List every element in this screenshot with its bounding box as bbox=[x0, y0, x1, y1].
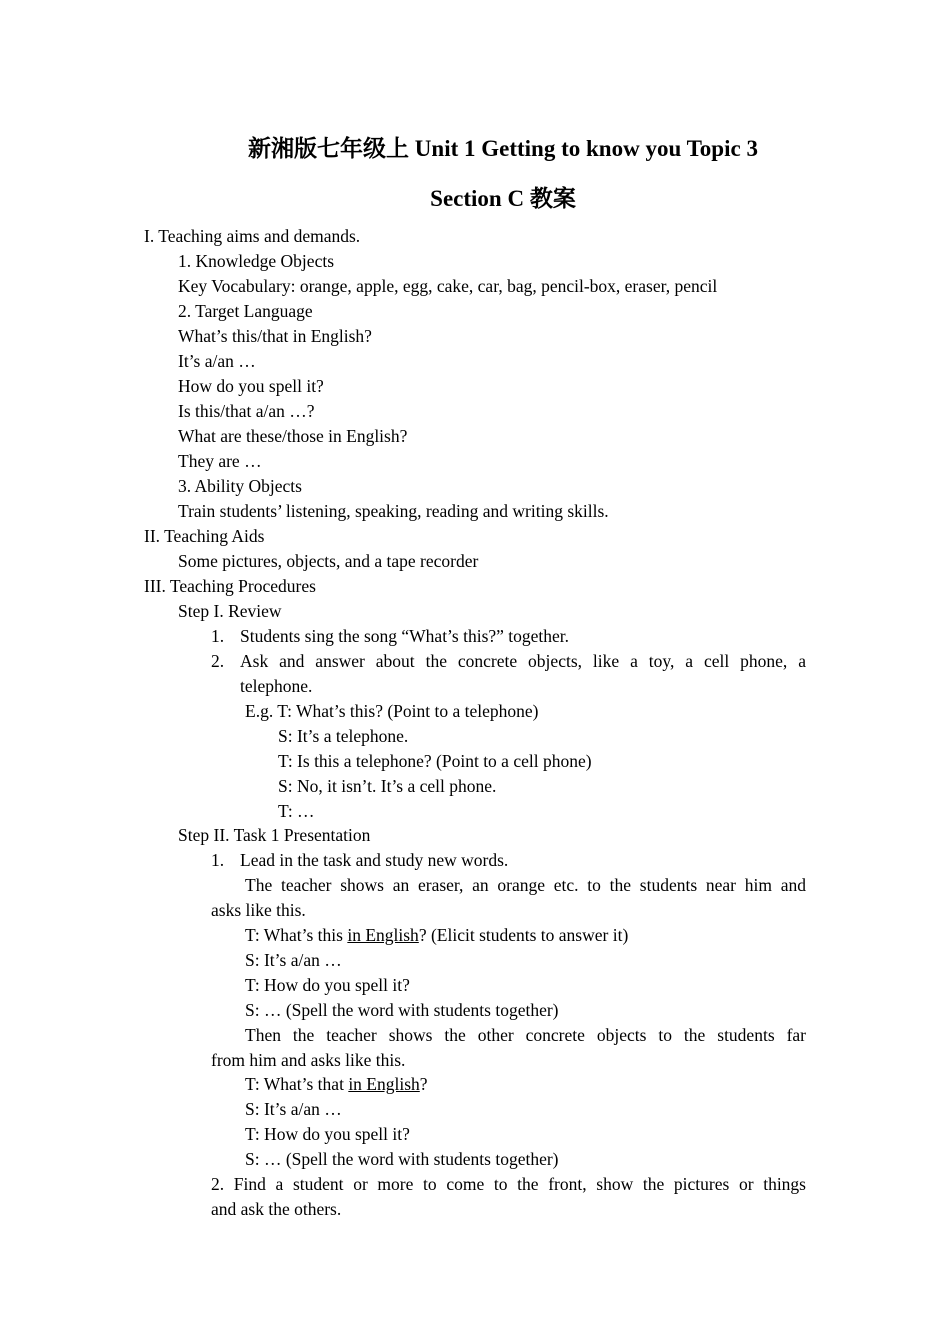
paragraph-line: 2. Find a student or more to come to the front, show the pictures or things bbox=[211, 1174, 806, 1194]
dialogue-line: S: … (Spell the word with students together) bbox=[245, 1000, 559, 1020]
step1-heading: Step I. Review bbox=[178, 601, 282, 621]
target-line: It’s a/an … bbox=[178, 351, 256, 371]
paragraph-line: from him and asks like this. bbox=[211, 1050, 406, 1070]
example-line: T: Is this a telephone? (Point to a cell phone) bbox=[278, 751, 592, 771]
underlined-phrase: in English bbox=[347, 925, 419, 945]
step2-heading: Step II. Task 1 Presentation bbox=[178, 825, 371, 845]
target-line: What’s this/that in English? bbox=[178, 326, 372, 346]
dialogue-text: T: What’s that bbox=[245, 1074, 349, 1094]
dialogue-line: T: How do you spell it? bbox=[245, 975, 410, 995]
paragraph-line: The teacher shows an eraser, an orange etc. to the students near him and bbox=[245, 875, 806, 895]
aids-heading: II. Teaching Aids bbox=[144, 526, 265, 546]
knowledge-heading: 1. Knowledge Objects bbox=[178, 251, 335, 271]
ability-text: Train students’ listening, speaking, reading and writing skills. bbox=[178, 501, 609, 521]
dialogue-text: ? (Elicit students to answer it) bbox=[418, 925, 629, 945]
target-line: Is this/that a/an …? bbox=[178, 401, 315, 421]
example-line: S: It’s a telephone. bbox=[278, 726, 409, 746]
dialogue-line: S: It’s a/an … bbox=[245, 950, 342, 970]
list-item: Lead in the task and study new words. bbox=[240, 850, 509, 870]
example-line: S: No, it isn’t. It’s a cell phone. bbox=[278, 776, 497, 796]
title-line-2: Section C 教案 bbox=[430, 186, 576, 211]
target-line: What are these/those in English? bbox=[178, 426, 408, 446]
example-line: T: … bbox=[278, 801, 315, 821]
underlined-phrase: in English bbox=[348, 1074, 420, 1094]
aims-heading: I. Teaching aims and demands. bbox=[144, 226, 361, 246]
key-vocabulary: Key Vocabulary: orange, apple, egg, cake, car, bag, pencil-box, eraser, pencil bbox=[178, 276, 718, 296]
list-number: 1. bbox=[211, 850, 225, 870]
dialogue-line: T: How do you spell it? bbox=[245, 1124, 410, 1144]
dialogue-line bbox=[245, 1072, 428, 1097]
dialogue-line: S: … (Spell the word with students together) bbox=[245, 1149, 559, 1169]
dialogue-text: T: What’s this bbox=[245, 925, 348, 945]
paragraph-line: and ask the others. bbox=[211, 1199, 342, 1219]
target-line: They are … bbox=[178, 451, 262, 471]
example-line: E.g. T: What’s this? (Point to a telephone) bbox=[245, 701, 539, 721]
list-number: 1. bbox=[211, 626, 225, 646]
ability-heading: 3. Ability Objects bbox=[178, 476, 302, 496]
dialogue-line bbox=[245, 923, 628, 948]
target-line: How do you spell it? bbox=[178, 376, 324, 396]
paragraph-line: asks like this. bbox=[211, 900, 306, 920]
list-item: Students sing the song “What’s this?” together. bbox=[240, 626, 570, 646]
paragraph-line: Then the teacher shows the other concrete objects to the students far bbox=[245, 1025, 806, 1045]
dialogue-line: S: It’s a/an … bbox=[245, 1099, 342, 1119]
title-line-1: 新湘版七年级上 Unit 1 Getting to know you Topic 3 bbox=[248, 136, 758, 161]
aids-text: Some pictures, objects, and a tape recorder bbox=[178, 551, 479, 571]
dialogue-text: ? bbox=[419, 1074, 428, 1094]
list-number: 2. bbox=[211, 651, 225, 671]
list-item-continuation: telephone. bbox=[240, 676, 313, 696]
procedures-heading: III. Teaching Procedures bbox=[144, 576, 316, 596]
target-heading: 2. Target Language bbox=[178, 301, 313, 321]
list-item: Ask and answer about the concrete objects, like a toy, a cell phone, a bbox=[240, 651, 806, 671]
